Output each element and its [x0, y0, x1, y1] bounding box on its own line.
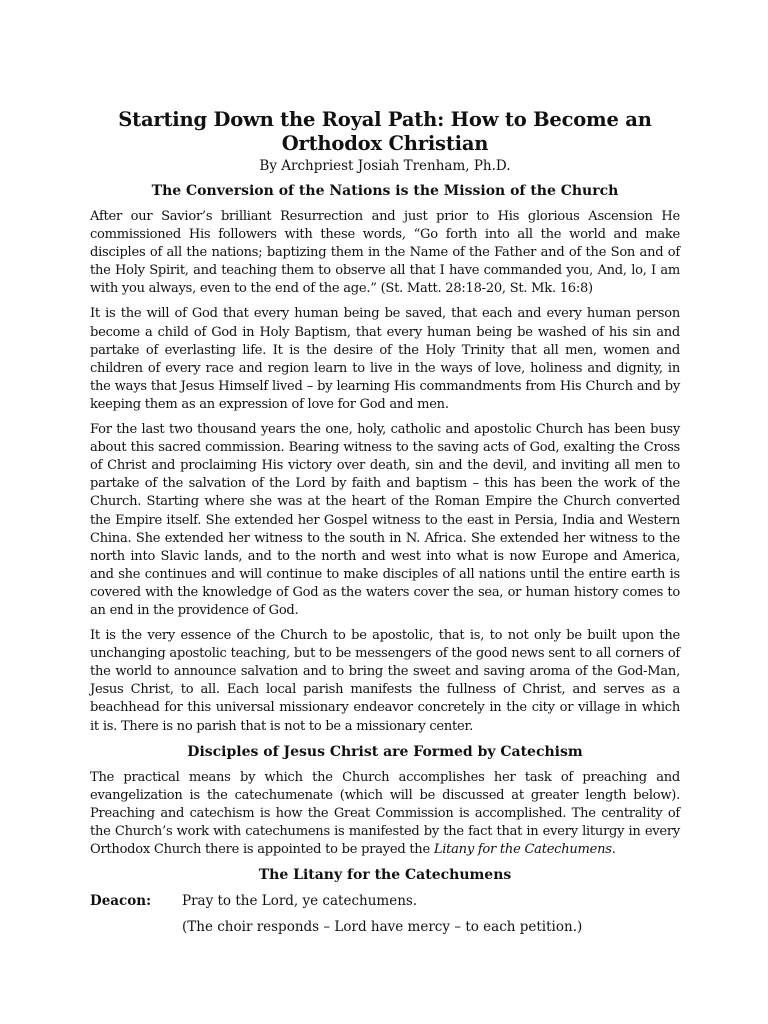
paragraph-text: The practical means by which the Church accomplishes her task of preaching and evangelization is the catechumenate (which will be discussed at greater length below). Preaching and catechism is how the Great Commission is accomplished. The centrality of the Church’s work with catechumens is manifested by the fact that in every liturgy in every Orthodox Church there is appointed to be prayed the [90, 769, 680, 857]
litany-role [90, 918, 182, 936]
title-line-1: Starting Down the Royal Path: How to Become an [118, 108, 652, 131]
litany-row [90, 918, 680, 936]
section-heading-catechism: Disciples of Jesus Christ are Formed by Catechism [187, 743, 583, 760]
title-line-2: Orthodox Christian [281, 132, 489, 155]
paragraph: It is the will of God that every human being be saved, that each and every human person become a child of God in Holy Baptism, that every human being be washed of his sin and partake of everlasting life. It is the desire of the Holy Trinity that all men, women and children of every race and region learn to live in the ways of love, holiness and dignity, in the ways that Jesus Himself lived – by learning His commandments from His Church and by keeping them as an expression of love for God and men. [90, 306, 680, 412]
document-title [90, 108, 680, 156]
author-byline: By Archpriest Josiah Trenham, Ph.D. [259, 158, 511, 174]
litany-title-italic: Litany for the Catechumens [433, 842, 612, 857]
litany-line: (The choir responds – Lord have mercy – to each petition.) [182, 919, 583, 936]
paragraph: After our Savior’s brilliant Resurrection and just prior to His glorious Ascension He commissioned His followers with these words, “Go forth into all the world and make disciples of all the nations; baptizing them in the Name of the Father and of the Son and of the Holy Spirit, and teaching them to observe all that I have commanded you, And, lo, I am with you always, even to the end of the age.” (St. Matt. 28:18-20, St. Mk. 16:8) [90, 209, 680, 297]
section-heading-conversion: The Conversion of the Nations is the Mission of the Church [151, 183, 619, 199]
litany-row [90, 892, 680, 910]
paragraph: It is the very essence of the Church to be apostolic, that is, to not only be built upon the unchanging apostolic teaching, but to be messengers of the good news sent to all corners of the world to announce salvation and to bring the sweet and saving aroma of the God-Man, Jesus Christ, to all. Each local parish manifests the fullness of Christ, and serves as a beachhead for this universal missionary endeavor concretely in the city or village in which it is. There is no parish that is not to be a missionary center. [90, 628, 680, 734]
paragraph-catechumenate [90, 769, 680, 859]
litany-line: Pray to the Lord, ye catechumens. [182, 893, 418, 910]
section-heading-litany: The Litany for the Catechumens [258, 867, 512, 884]
paragraph: For the last two thousand years the one, holy, catholic and apostolic Church has been busy about this sacred commission. Bearing witness to the saving acts of God, exalting the Cross of Christ and proclaiming His victory over death, sin and the devil, and inviting all men to partake of the salvation of the Lord by faith and baptism – this has been the work of the Church. Starting where she was at the heart of the Roman Empire the Church converted the Empire itself. She extended her Gospel witness to the east in Persia, India and Western China. She extended her witness to the south in N. Africa. She extended her witness to the north into Slavic lands, and to the north and west into what is now Europe and America, and she continues and will continue to make disciples of all nations until the entire earth is covered with the knowledge of God as the waters cover the sea, or human history comes to an end in the providence of God. [90, 422, 680, 618]
litany-role: Deacon: [90, 893, 152, 910]
paragraph-end: . [611, 842, 616, 857]
